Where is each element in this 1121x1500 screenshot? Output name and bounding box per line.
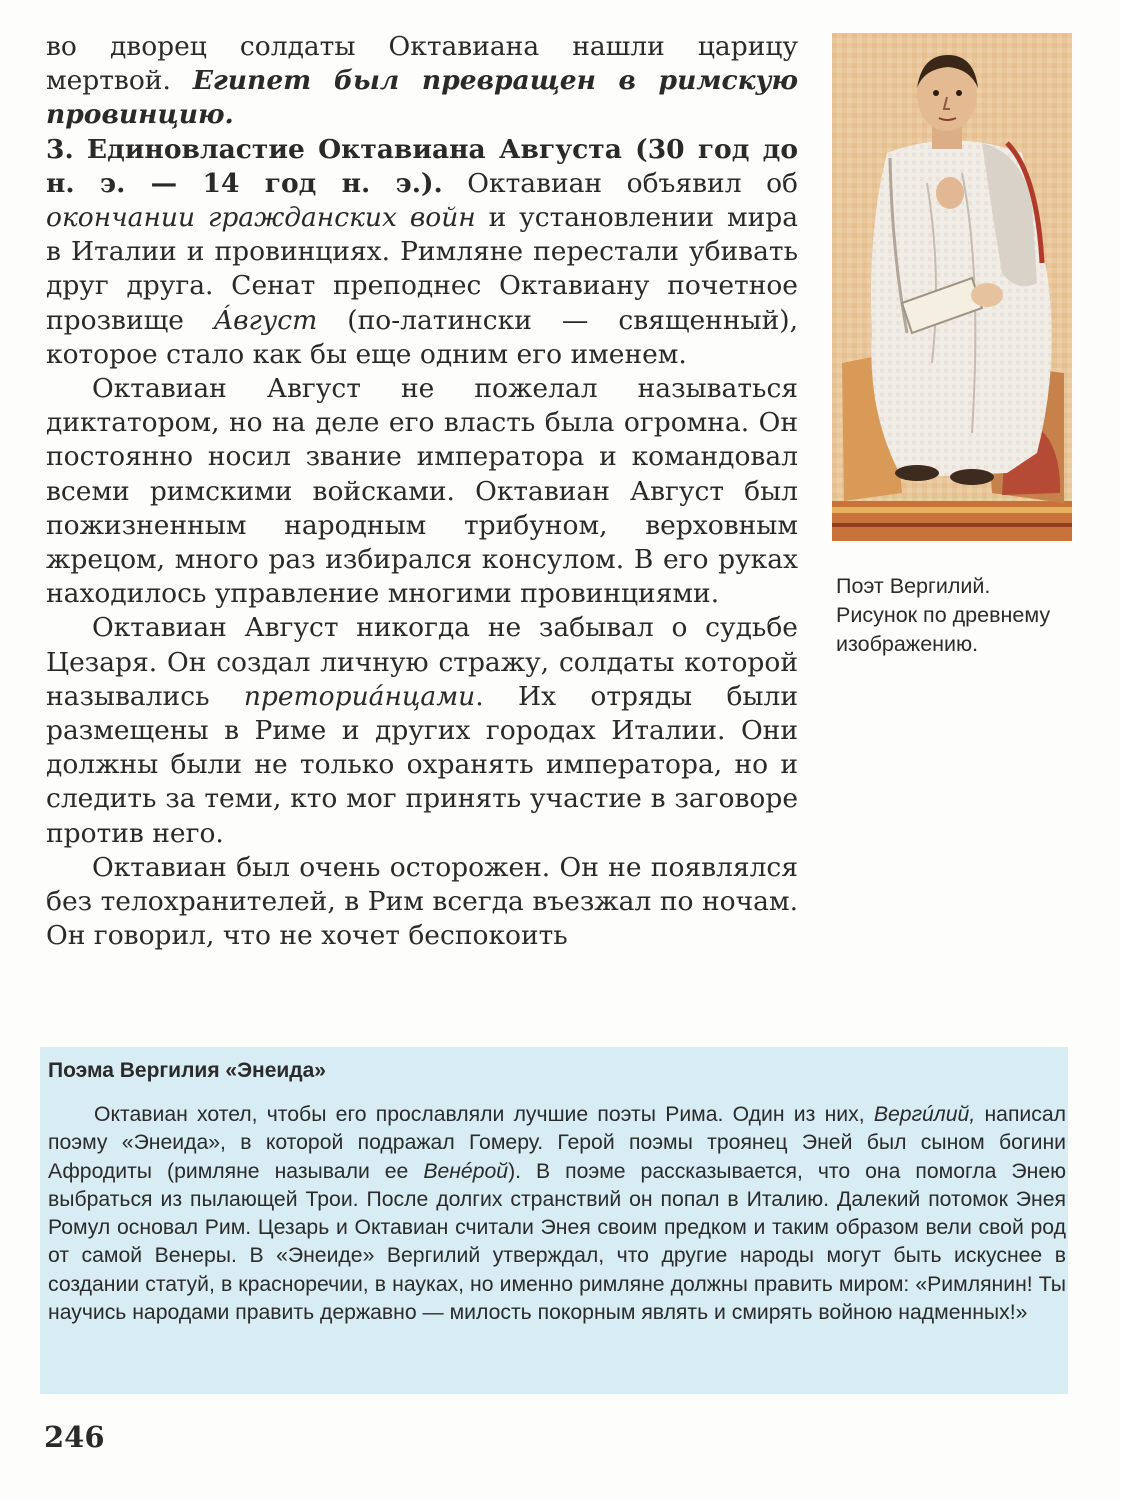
page-number: 246 xyxy=(44,1420,105,1454)
virgil-mosaic-image xyxy=(832,33,1072,541)
term-praetorians: преториáнцами xyxy=(243,680,476,712)
info-box-aeneid xyxy=(40,1047,1068,1394)
paragraph-1: во дворец солдаты Октавиана нашли царицу мертвой. Египет был превращен в римскую провинцию. xyxy=(46,31,798,131)
term-venus: Венéрой xyxy=(423,1159,509,1183)
info-box-title: Поэма Вергилия «Энеида» xyxy=(48,1059,326,1082)
term-augustus: Áвгуст xyxy=(213,304,318,336)
paragraph-2: 3. Единовластие Октавиана Августа (30 год до н. э. — 14 год н. э.). Октавиан объявил об окончании гражданских войн и установлении мира в Италии и провинциях. Римляне перестали убивать друг друга. Сенат преподнес Октавиану почетное прозвище Áвгуст (по-латински — священный), которое стало как бы еще одним его именем. xyxy=(46,133,798,370)
term-virgil: Вергúлий, xyxy=(873,1103,976,1126)
emphasis-egypt: Египет был превращен в римскую провинцию. xyxy=(46,65,798,131)
info-box-body: Октавиан хотел, чтобы его прославляли лучшие поэты Рима. Один из них, Вергúлий, написал поэму «Энеида», в которой подражал Гомеру. Герой поэмы троянец Эней был сыном богини Афродиты (римляне называли ее Венéрой). В поэме рассказывается, что она помогла Энею выбраться из пылающей Трои. После долгих странствий он попал в Италию. Далекий потомок Энея Ромул основал Рим. Цезарь и Октавиан считали Энея своим предком и таким образом вели свой род от самой Венеры. В «Энеиде» Вергилий утверждал, что другие народы могут быть искуснее в создании статуй, в красноречии, в науках, но именно римляне должны править миром: «Римлянин! Ты научись народами править державно — милость покорным являть и смирять войною надменных!» xyxy=(48,1103,1066,1325)
paragraph-4: Октавиан Август никогда не забывал о судьбе Цезаря. Он создал личную стражу, солдаты которой назывались преториáнцами. Их отряды были размещены в Риме и других городах Италии. Они должны были не только охранять императора, но и следить за теми, кто мог принять участие в заговоре против него. xyxy=(46,612,798,849)
virgil-illustration xyxy=(832,33,1072,541)
paragraph-3: Октавиан Август не пожелал называться диктатором, но на деле его власть была огромна. Он постоянно носил звание императора и командовал всеми римскими войсками. Октавиан Август был пожизненным народным трибуном, верховным жрецом, много раз избирался консулом. В его руках находилось управление многими провинциями. xyxy=(46,373,798,610)
figure-caption: Поэт Вергилий. Рисунок по древнему изображению. xyxy=(836,574,1051,656)
term-end-of-wars: окончании гражданских войн xyxy=(46,202,476,234)
paragraph-5: Октавиан был очень осторожен. Он не появлялся без телохранителей, в Рим всегда въезжал по ночам. Он говорил, что не хочет беспокоить xyxy=(46,851,798,952)
section-heading: 3. Единовластие Октавиана Августа (30 год до н. э. — 14 год н. э.). xyxy=(46,133,798,199)
main-text xyxy=(46,30,798,953)
